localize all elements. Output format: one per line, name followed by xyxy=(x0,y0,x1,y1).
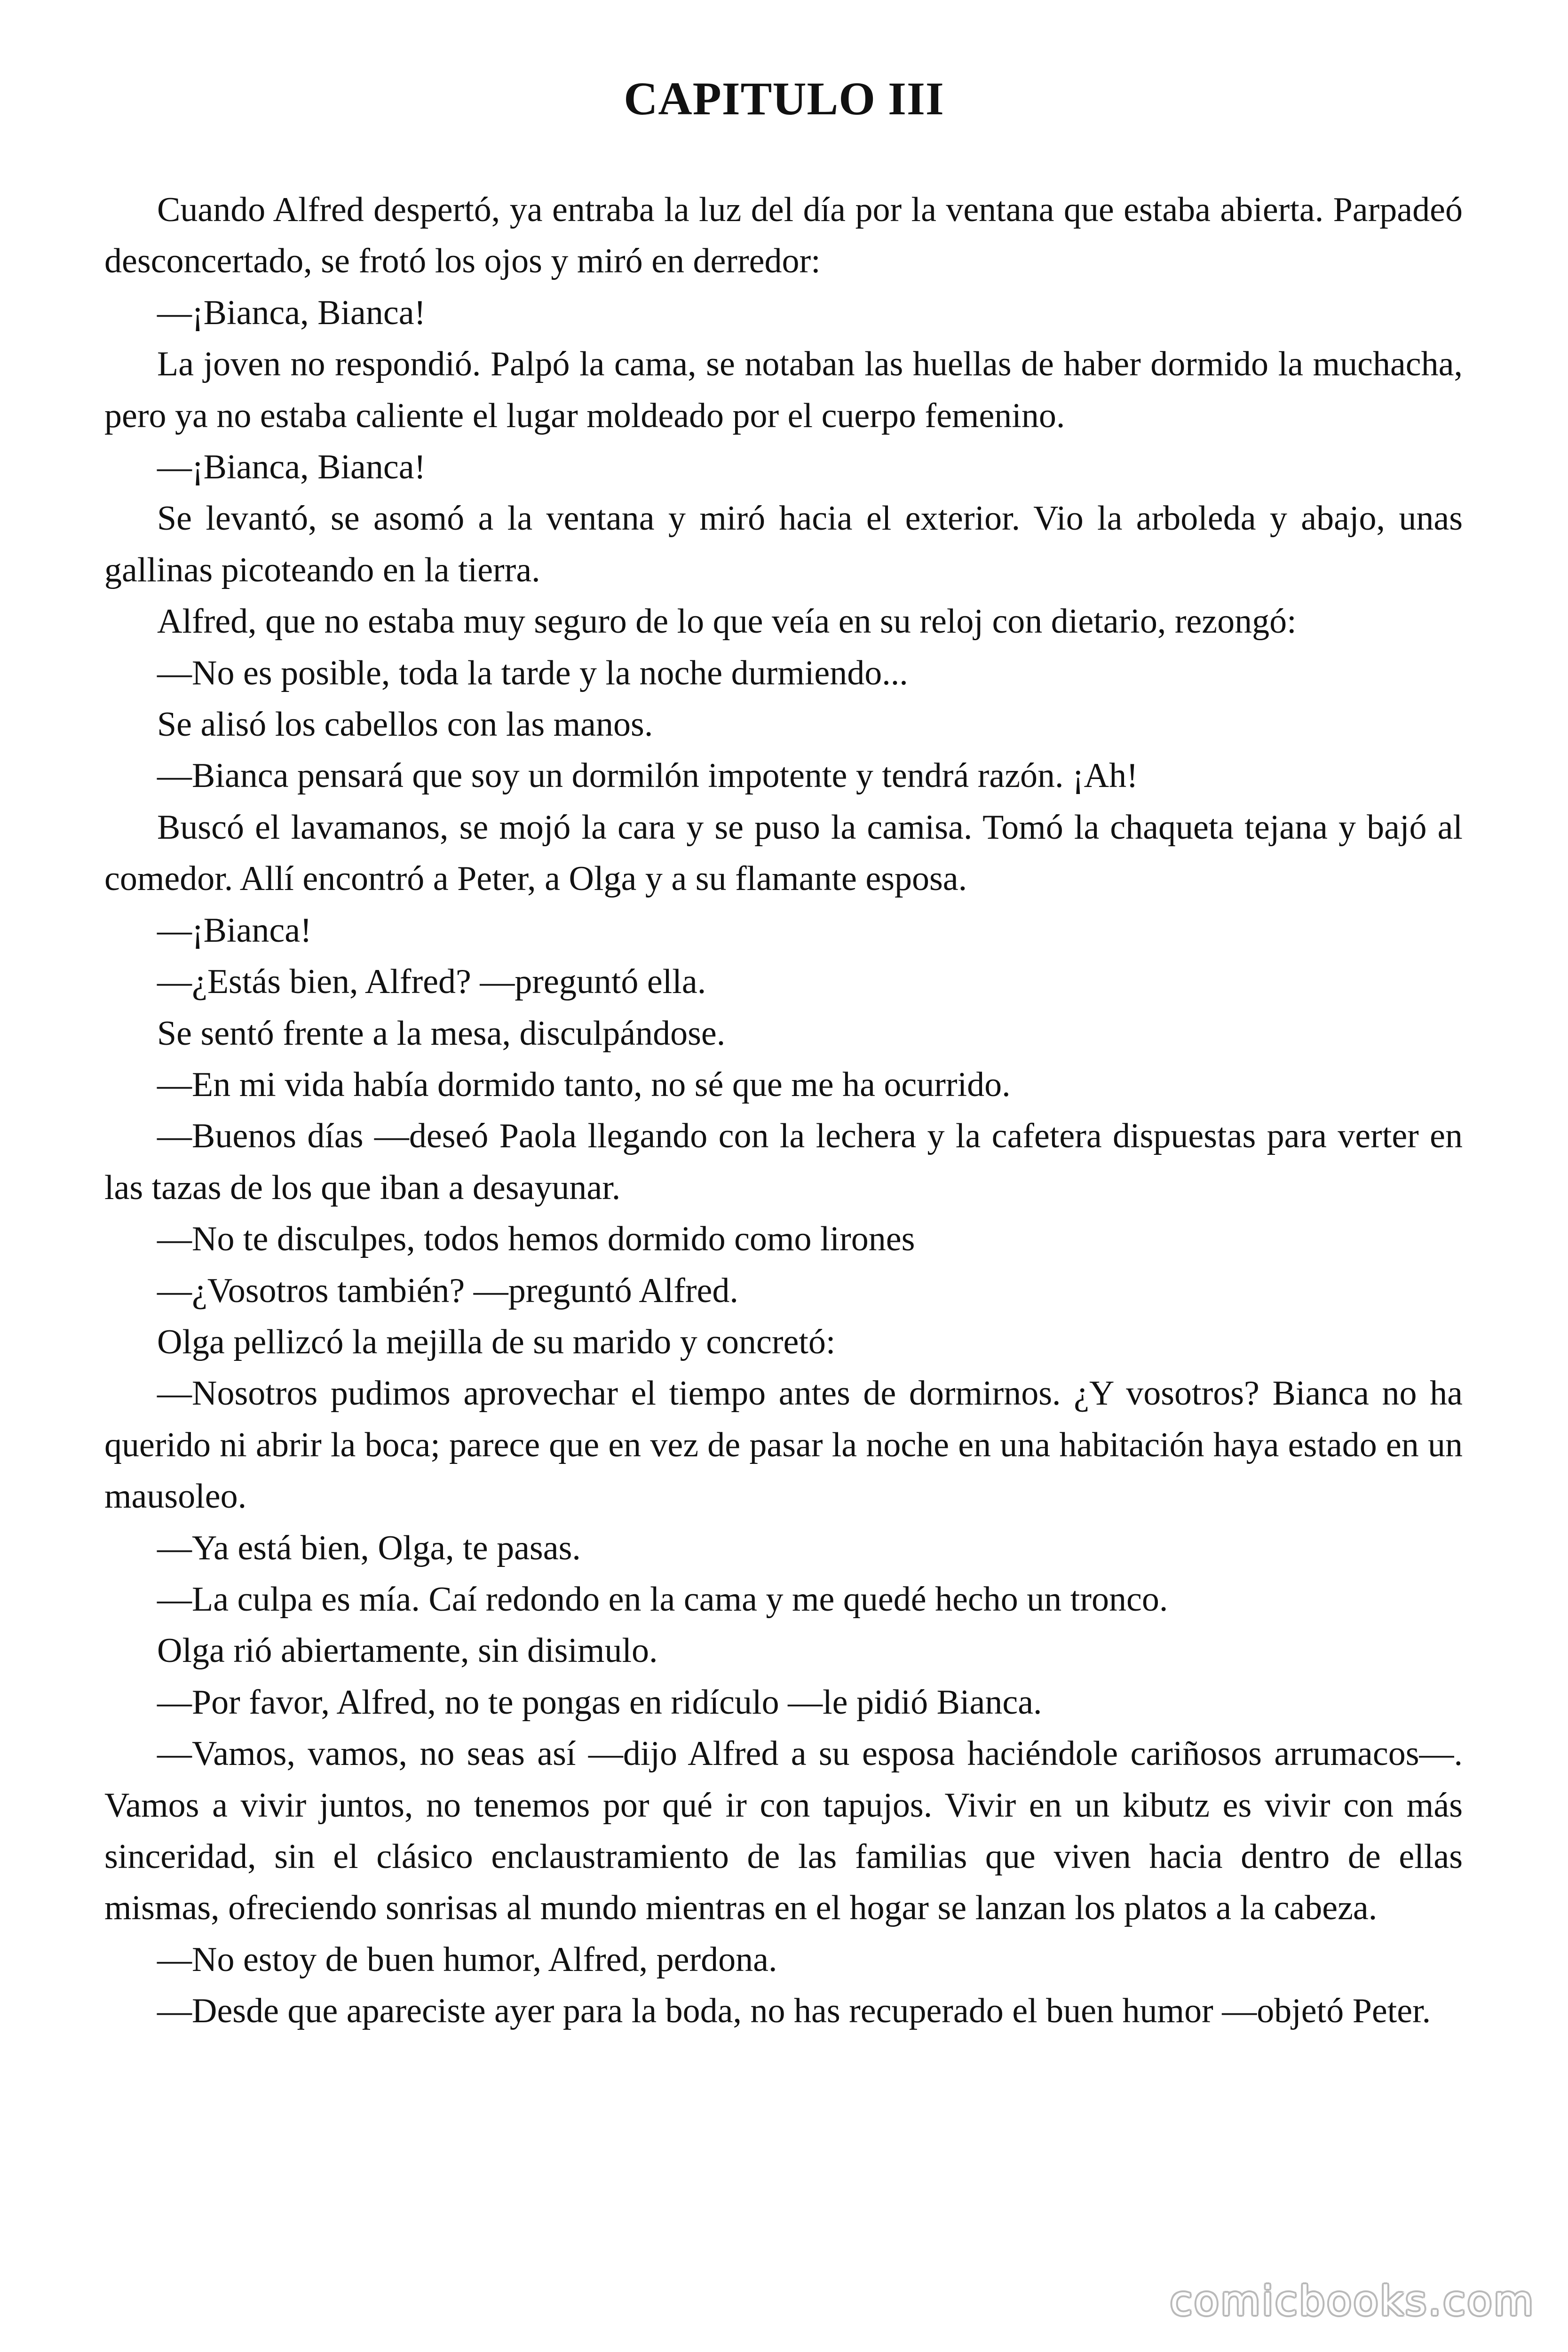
paragraph: —¡Bianca! xyxy=(157,911,312,950)
chapter-title: CAPITULO III xyxy=(624,72,944,125)
paragraph: —Vamos, vamos, no seas así —dijo Alfred a su esposa haciéndole cariñosos arrumacos—. Vamos a vivir juntos, no tenemos por qué ir con tapujos. Vivir en un kibutz es vivir con más sinceridad, sin el clásico enclaustramiento de las familias que viven hacia dentro de ellas mismas, ofreciendo sonrisas al mundo mientras en el hogar se lanzan los platos a la cabeza. xyxy=(104,1734,1463,1928)
paragraph: —Ya está bien, Olga, te pasas. xyxy=(157,1528,581,1567)
paragraph: Olga pellizcó la mejilla de su marido y concretó: xyxy=(157,1322,836,1361)
paragraph: —No estoy de buen humor, Alfred, perdona. xyxy=(157,1940,777,1979)
paragraph: Alfred, que no estaba muy seguro de lo que veía en su reloj con dietario, rezongó: xyxy=(157,602,1297,641)
paragraph: —Buenos días —deseó Paola llegando con la lechera y la cafetera dispuestas para verter en las tazas de los que iban a desayunar. xyxy=(104,1117,1463,1207)
paragraph: —¡Bianca, Bianca! xyxy=(157,448,426,487)
paragraph: —En mi vida había dormido tanto, no sé que me ha ocurrido. xyxy=(157,1065,1011,1104)
paragraph: —No es posible, toda la tarde y la noche durmiendo... xyxy=(157,653,908,692)
paragraph: Se levantó, se asomó a la ventana y miró hacia el exterior. Vio la arboleda y abajo, unas gallinas picoteando en la tierra. xyxy=(104,499,1463,589)
paragraph: —Nosotros pudimos aprovechar el tiempo antes de dormirnos. ¿Y vosotros? Bianca no ha querido ni abrir la boca; parece que en vez de pasar la noche en una habitación haya estado en un mausoleo. xyxy=(104,1374,1463,1516)
paragraph: Buscó el lavamanos, se mojó la cara y se puso la camisa. Tomó la chaqueta tejana y bajó al comedor. Allí encontró a Peter, a Olga y a su flamante esposa. xyxy=(104,808,1463,898)
paragraph: —Desde que apareciste ayer para la boda, no has recuperado el buen humor —objetó Peter. xyxy=(157,1992,1431,2031)
paragraph: —Por favor, Alfred, no te pongas en ridículo —le pidió Bianca. xyxy=(157,1683,1042,1722)
paragraph: Se sentó frente a la mesa, disculpándose. xyxy=(157,1014,726,1053)
paragraph: Cuando Alfred despertó, ya entraba la luz del día por la ventana que estaba abierta. Parpadeó desconcertado, se frotó los ojos y miró en derredor: xyxy=(104,191,1463,281)
paragraph: Se alisó los cabellos con las manos. xyxy=(157,705,653,744)
paragraph: La joven no respondió. Palpó la cama, se notaban las huellas de haber dormido la muchacha, pero ya no estaba caliente el lugar moldeado por el cuerpo femenino. xyxy=(104,345,1463,435)
paragraph: —La culpa es mía. Caí redondo en la cama y me quedé hecho un tronco. xyxy=(157,1580,1168,1619)
watermark-logo: comicbooks.com xyxy=(1170,2278,1535,2325)
paragraph: —¡Bianca, Bianca! xyxy=(157,293,426,332)
paragraph: —No te disculpes, todos hemos dormido como lirones xyxy=(157,1220,915,1259)
paragraph: Olga rió abiertamente, sin disimulo. xyxy=(157,1631,658,1670)
paragraph: —Bianca pensará que soy un dormilón impotente y tendrá razón. ¡Ah! xyxy=(157,756,1138,795)
paragraph: —¿Estás bien, Alfred? —preguntó ella. xyxy=(157,962,706,1001)
chapter-body xyxy=(104,184,1463,2037)
paragraph: —¿Vosotros también? —preguntó Alfred. xyxy=(157,1271,738,1310)
